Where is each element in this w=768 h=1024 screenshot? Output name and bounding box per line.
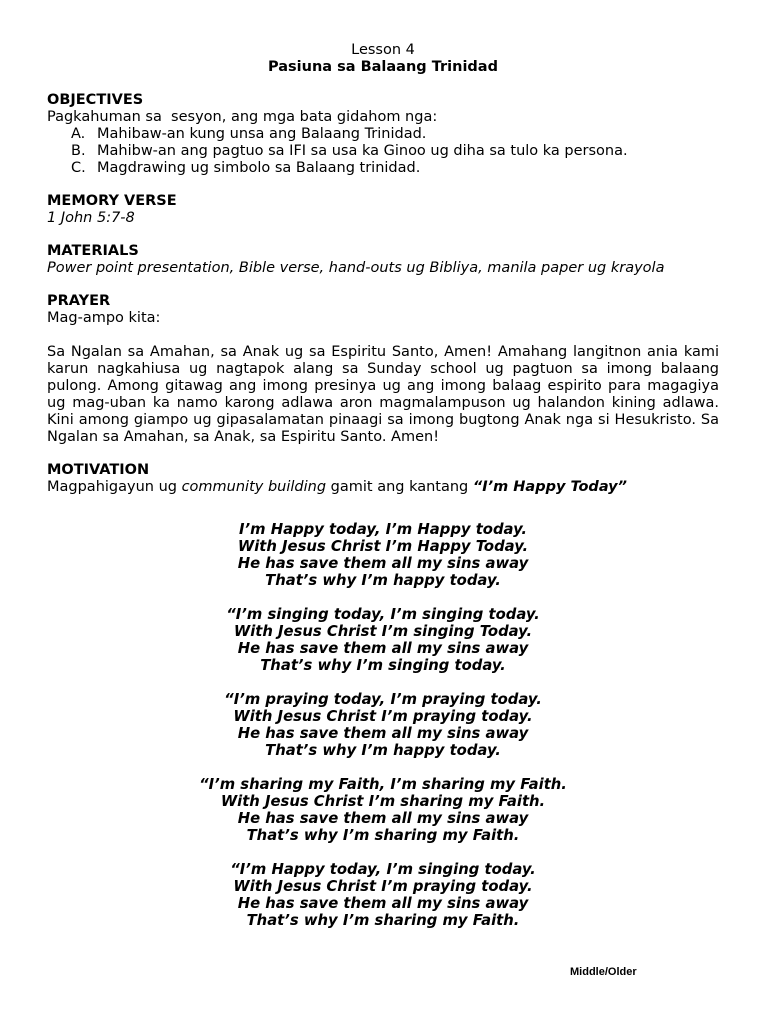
song-line: He has save them all my sins away [237, 895, 529, 912]
song-line: He has save them all my sins away [237, 810, 529, 827]
objective-marker: C. [71, 160, 86, 176]
materials-heading: MATERIALS [47, 243, 139, 259]
song-line: That’s why I’m happy today. [265, 742, 501, 759]
prayer-text: Sa Ngalan sa Amahan, sa Anak ug sa Espiritu Santo, Amen! Amahang langitnon ania kami karun nagkahiusa ug nagtapok alang sa Sunday school ug pagtuon sa imong balaang pulong. Among gitawag ang imong presinya ug ang imong balaag espirito para magagiya ug mag-uban ka namo karong adlawa aron magmalampuson ug halandon kining adlawa. Kini among giampo ug gipasalamatan pinaagi sa imong bugtong Anak nga si Hesukristo. Sa Ngalan sa Amahan, sa Anak, sa Espiritu Santo. Amen! [47, 344, 719, 445]
objectives-intro: Pagkahuman sa sesyon, ang mga bata gidahom nga: [47, 109, 438, 125]
song-line: That’s why I’m sharing my Faith. [246, 827, 520, 844]
song-line: “I’m singing today, I’m singing today. [226, 606, 540, 623]
prayer-intro: Mag-ampo kita: [47, 310, 161, 326]
song-line: “I’m sharing my Faith, I’m sharing my Faith. [199, 776, 567, 793]
prayer-heading: PRAYER [47, 293, 111, 309]
song-line: He has save them all my sins away [237, 640, 529, 657]
song-line: With Jesus Christ I’m praying today. [233, 878, 533, 895]
song-line: With Jesus Christ I’m singing Today. [233, 623, 533, 640]
objective-marker: B. [71, 143, 86, 159]
song-line: “I’m Happy today, I’m singing today. [230, 861, 536, 878]
objective-marker: A. [71, 126, 86, 142]
lesson-title: Pasiuna sa Balaang Trinidad [268, 59, 498, 75]
song-line: He has save them all my sins away [237, 555, 529, 572]
objective-item [47, 143, 719, 160]
objectives-list [47, 126, 719, 177]
motivation-text-italic: community building [181, 479, 327, 495]
song-stanza [47, 691, 719, 759]
memory-verse-text: 1 John 5:7-8 [47, 210, 135, 226]
objective-text: Mahibw-an ang pagtuo sa IFI sa usa ka Ginoo ug diha sa tulo ka persona. [97, 143, 628, 159]
song-lyrics [47, 521, 719, 929]
motivation-text-before: Magpahigayun ug [47, 479, 182, 495]
lesson-number: Lesson 4 [351, 42, 415, 58]
objective-item [47, 126, 719, 143]
motivation-heading: MOTIVATION [47, 462, 150, 478]
song-line: That’s why I’m happy today. [265, 572, 501, 589]
song-line: “I’m praying today, I’m praying today. [224, 691, 542, 708]
materials-text: Power point presentation, Bible verse, hand-outs ug Bibliya, manila paper ug krayola [47, 260, 665, 276]
song-line: He has save them all my sins away [237, 725, 529, 742]
memory-verse-heading: MEMORY VERSE [47, 193, 177, 209]
footer-label: Middle/Older [570, 966, 637, 978]
objective-item [47, 160, 719, 177]
song-line: With Jesus Christ I’m Happy Today. [237, 538, 529, 555]
song-stanza [47, 861, 719, 929]
song-stanza [47, 521, 719, 589]
objectives-heading: OBJECTIVES [47, 92, 144, 108]
document-page [47, 42, 719, 946]
objective-text: Magdrawing ug simbolo sa Balaang trinidad. [97, 160, 421, 176]
song-stanza [47, 606, 719, 674]
objective-text: Mahibaw-an kung unsa ang Balaang Trinidad. [97, 126, 427, 142]
song-line: That’s why I’m sharing my Faith. [246, 912, 520, 929]
song-line: With Jesus Christ I’m praying today. [233, 708, 533, 725]
song-line: I’m Happy today, I’m Happy today. [239, 521, 527, 538]
song-line: That’s why I’m singing today. [260, 657, 506, 674]
motivation-song-title: “I’m Happy Today” [472, 479, 627, 495]
motivation-text-middle: gamit ang kantang [326, 479, 473, 495]
song-line: With Jesus Christ I’m sharing my Faith. [220, 793, 546, 810]
song-stanza [47, 776, 719, 844]
motivation-text [47, 479, 719, 496]
